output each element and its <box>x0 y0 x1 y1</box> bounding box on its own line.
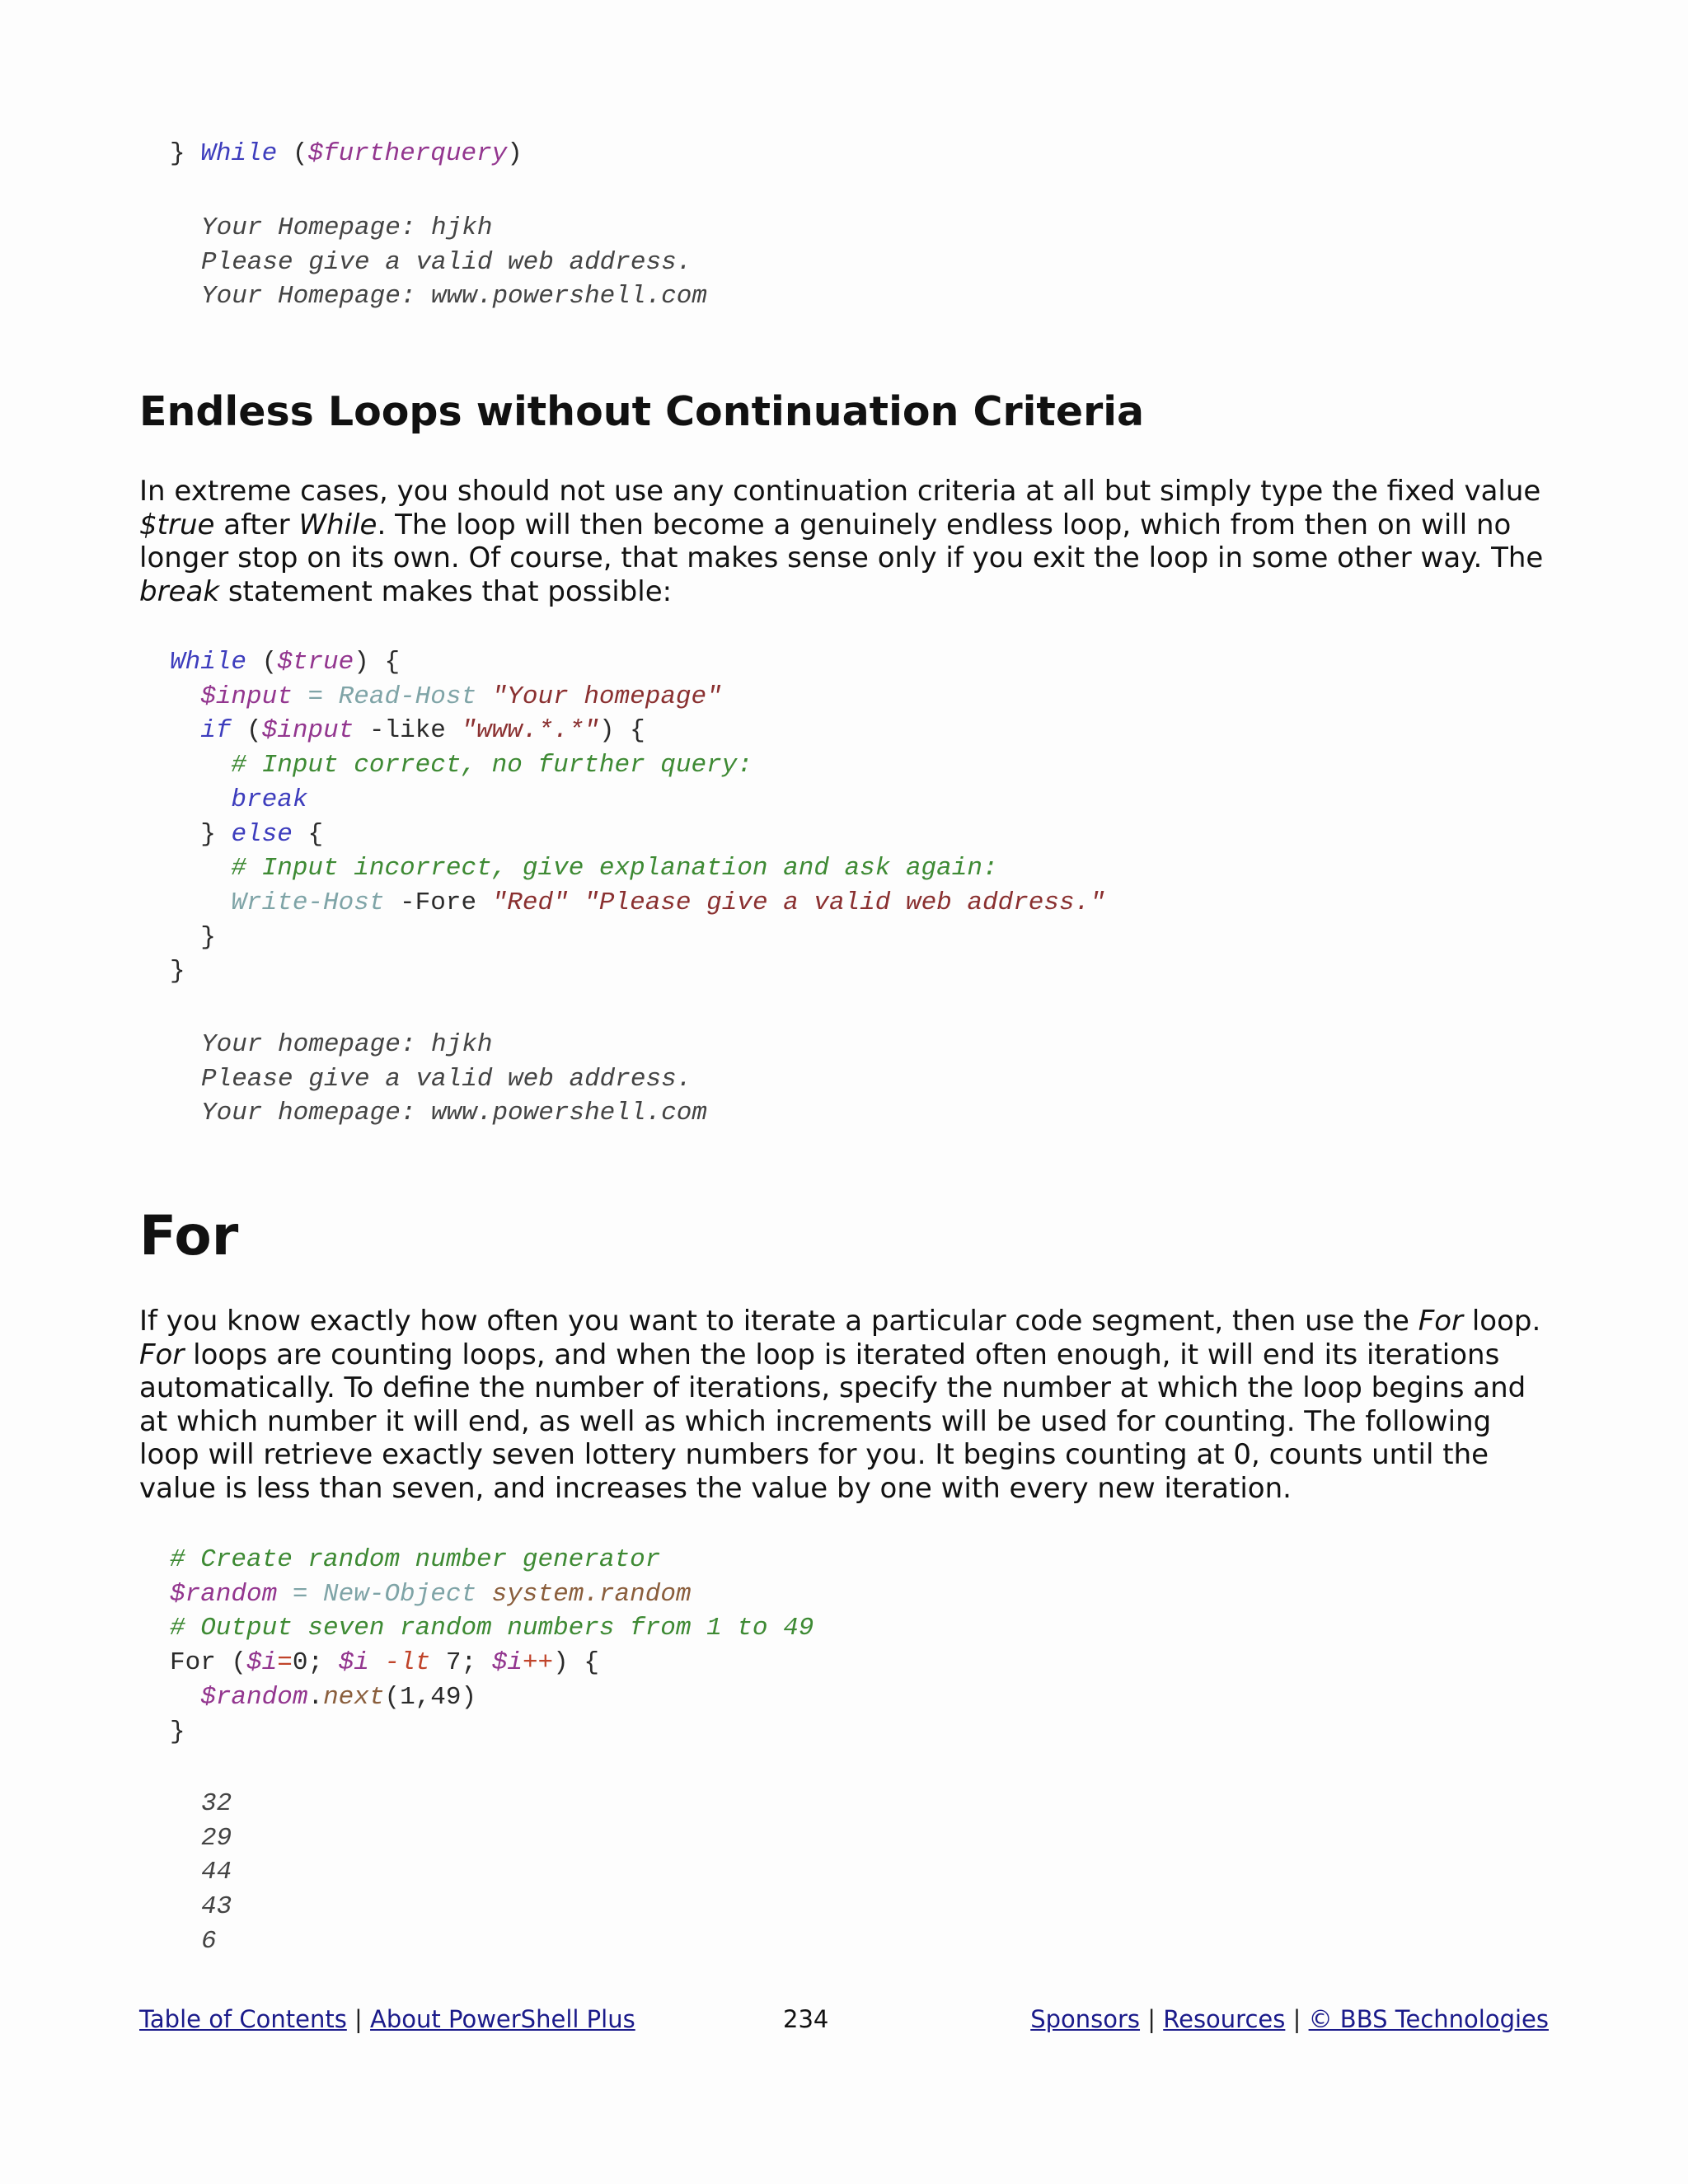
output-line: Please give a valid web address. <box>201 247 692 277</box>
code-token: } <box>170 957 185 987</box>
table-of-contents-link[interactable]: Table of Contents <box>139 2005 347 2033</box>
output-line: Please give a valid web address. <box>201 1064 692 1094</box>
output-line: 44 <box>201 1858 232 1887</box>
code-comment: # Input correct, no further query: <box>231 751 753 780</box>
chapter-heading: For <box>139 1204 239 1268</box>
console-output-3 <box>201 1787 232 1959</box>
about-powershell-plus-link[interactable]: About PowerShell Plus <box>370 2005 635 2033</box>
code-token: } <box>200 922 216 952</box>
text-run: If you know exactly how often you want to iterate a particular code segment, then use the <box>139 1305 1418 1338</box>
code-operator: = <box>277 1579 324 1609</box>
code-cmdlet: Write-Host <box>231 888 385 917</box>
paragraph <box>139 475 1549 608</box>
code-block-while-end <box>170 137 523 171</box>
code-block-for-loop <box>170 1543 814 1749</box>
output-line: 6 <box>201 1926 217 1956</box>
code-token: ( <box>246 648 278 677</box>
code-method: next <box>323 1682 385 1712</box>
code-token: { <box>292 819 324 849</box>
separator: | <box>1140 2005 1164 2033</box>
copyright-link[interactable]: © BBS Technologies <box>1308 2005 1549 2033</box>
code-operator: -lt <box>368 1648 431 1678</box>
footer-right-links <box>1030 2003 1549 2036</box>
code-string: "Please give a valid web address." <box>568 888 1105 917</box>
code-variable: $i <box>246 1648 278 1678</box>
code-variable: $random <box>200 1682 308 1712</box>
code-variable: $input <box>200 682 293 711</box>
code-variable: $i <box>491 1648 523 1678</box>
text-run: loops are counting loops, and when the loop is iterated often enough, it will end its iterations automatically. To define the number of iterations, specify the number at which the loop begins and at which number it will end, as well as which increments will be used for counting. The following loop will retrieve exactly seven lottery numbers for you. It begins counting at 0, counts until the value is less than seven, and increases the value by one with every new iteration. <box>139 1338 1526 1505</box>
page-footer <box>139 2003 1549 2036</box>
console-output-2 <box>201 1028 707 1131</box>
emphasis: For <box>139 1338 185 1371</box>
emphasis: While <box>298 508 377 541</box>
page-number: 234 <box>783 2005 829 2033</box>
emphasis: break <box>139 574 220 608</box>
code-token: ) { <box>553 1648 599 1678</box>
code-comment: # Input incorrect, give explanation and ask again: <box>231 854 998 883</box>
code-block-endless-loop <box>170 645 1105 989</box>
code-token: ) <box>507 139 523 168</box>
code-token: ) { <box>354 648 401 677</box>
code-token: } <box>170 1717 185 1746</box>
output-line: Your Homepage: www.powershell.com <box>201 282 707 312</box>
code-token: ) { <box>598 716 645 746</box>
output-line: Your homepage: www.powershell.com <box>201 1099 707 1128</box>
resources-link[interactable]: Resources <box>1163 2005 1286 2033</box>
code-cmdlet: Read-Host <box>338 682 477 711</box>
separator: | <box>1285 2005 1309 2033</box>
code-variable: $random <box>170 1579 278 1609</box>
code-token: ( <box>231 716 262 746</box>
text-run: statement makes that possible: <box>219 574 673 608</box>
code-token: ( <box>277 139 308 168</box>
emphasis: For <box>1418 1305 1464 1338</box>
code-type: system.random <box>476 1579 692 1609</box>
code-variable: $true <box>277 648 354 677</box>
code-comment: # Output seven random numbers from 1 to 49 <box>170 1614 814 1643</box>
text-run: loop. <box>1463 1305 1541 1338</box>
code-comment: # Create random number generator <box>170 1545 661 1574</box>
code-operator: = <box>292 682 339 711</box>
code-variable: $furtherquery <box>307 139 508 168</box>
code-keyword: While <box>200 139 278 168</box>
code-token: (1,49) <box>384 1682 477 1712</box>
code-string: "www.*.*" <box>461 716 599 746</box>
code-keyword: While <box>170 648 247 677</box>
code-token: -Fore <box>384 888 492 917</box>
code-keyword: else <box>231 819 293 849</box>
code-token: 0; <box>292 1648 339 1678</box>
code-token: For ( <box>170 1648 247 1678</box>
footer-left-links <box>139 2003 635 2036</box>
code-string: "Red" <box>491 888 569 917</box>
emphasis: $true <box>139 508 215 541</box>
sponsors-link[interactable]: Sponsors <box>1030 2005 1141 2033</box>
code-token: -like <box>354 716 462 746</box>
text-run: In extreme cases, you should not use any continuation criteria at all but simply type the fixed value <box>139 475 1541 508</box>
separator: | <box>346 2005 371 2033</box>
code-cmdlet: New-Object <box>323 1579 477 1609</box>
code-token: . <box>307 1682 324 1712</box>
code-token: 7; <box>430 1648 492 1678</box>
code-keyword: break <box>231 785 308 814</box>
section-heading: Endless Loops without Continuation Criteria <box>139 388 1145 435</box>
output-line: Your homepage: hjkh <box>201 1030 493 1059</box>
console-output-1 <box>201 211 707 314</box>
code-keyword: if <box>200 716 232 746</box>
code-variable: $i <box>338 1648 369 1678</box>
code-operator: ++ <box>522 1648 554 1678</box>
output-line: 29 <box>201 1823 232 1853</box>
text-run: after <box>214 508 299 541</box>
paragraph <box>139 1305 1549 1505</box>
output-line: 32 <box>201 1789 232 1818</box>
code-token: } <box>200 819 232 849</box>
text-run: . The loop will then become a genuinely endless loop, which from then on will no longer stop on its own. Of course, that makes sense only if you exit the loop in some other way. The <box>139 508 1544 574</box>
code-operator: = <box>277 1648 293 1678</box>
output-line: Your Homepage: hjkh <box>201 213 493 242</box>
code-variable: $input <box>261 716 354 746</box>
code-string: "Your homepage" <box>476 682 722 711</box>
code-token: } <box>170 139 201 168</box>
output-line: 43 <box>201 1892 232 1922</box>
